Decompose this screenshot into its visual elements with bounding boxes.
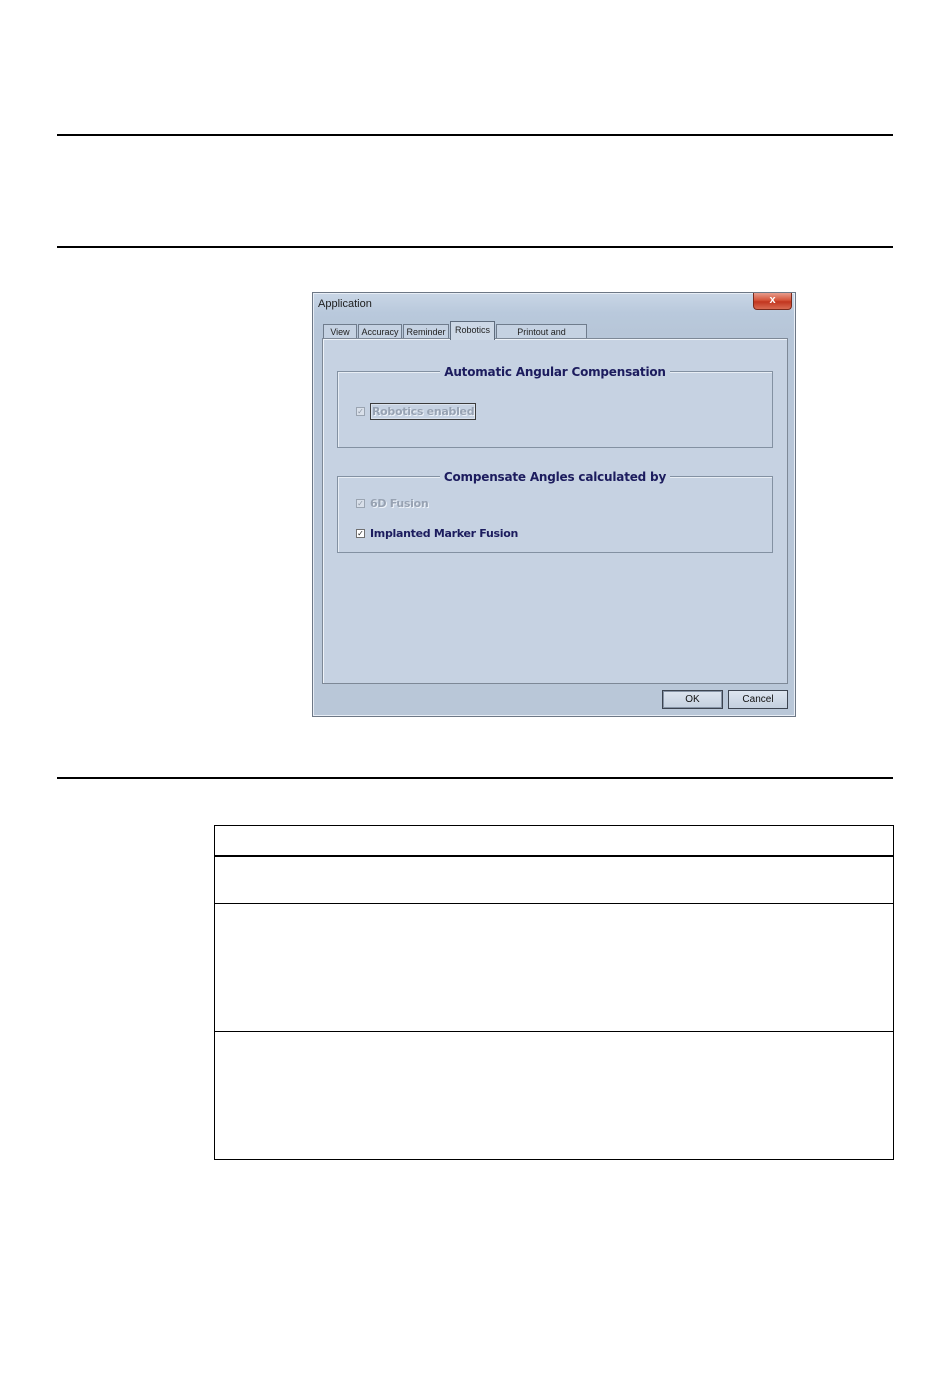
robotics-panel [322, 338, 788, 684]
content-table [214, 825, 894, 1160]
cancel-button[interactable]: Cancel [728, 690, 788, 709]
title-bar [313, 293, 795, 317]
table-header-row [215, 826, 893, 857]
implanted-marker-fusion-label: Implanted Marker Fusion [370, 526, 519, 540]
third-rule [57, 777, 893, 779]
checkbox-check-icon: ✓ [357, 528, 364, 538]
tab-view[interactable]: View [323, 324, 357, 339]
checkbox-check-icon: ✓ [357, 406, 364, 416]
robotics-enabled-checkbox[interactable] [356, 404, 476, 418]
group-title: Compensate Angles calculated by [338, 468, 772, 486]
application-dialog [312, 292, 796, 717]
gd-fusion-label: 6D Fusion [370, 496, 429, 510]
checkbox-check-icon: ✓ [357, 498, 364, 508]
tab-accuracy[interactable]: Accuracy [358, 324, 402, 339]
ok-button[interactable]: OK [662, 690, 723, 709]
top-rule [57, 134, 893, 136]
table-row [215, 904, 893, 1032]
tab-reminder[interactable]: Reminder [403, 324, 449, 339]
compensate-angles-group [337, 470, 773, 553]
tab-robotics[interactable]: Robotics [450, 321, 495, 340]
automatic-angular-compensation-group [337, 365, 773, 448]
table-row [215, 1032, 893, 1159]
gd-fusion-checkbox[interactable] [356, 496, 428, 510]
table-row [215, 857, 893, 904]
tab-printout-and-summary[interactable]: Printout and [496, 324, 587, 339]
second-rule [57, 246, 893, 248]
close-button[interactable] [753, 293, 792, 310]
implanted-marker-fusion-checkbox[interactable] [356, 526, 518, 540]
dialog-title: Application [318, 298, 372, 310]
close-icon: x [769, 294, 776, 306]
robotics-enabled-label: Robotics enabled [372, 404, 475, 418]
group-title: Automatic Angular Compensation [338, 363, 772, 381]
